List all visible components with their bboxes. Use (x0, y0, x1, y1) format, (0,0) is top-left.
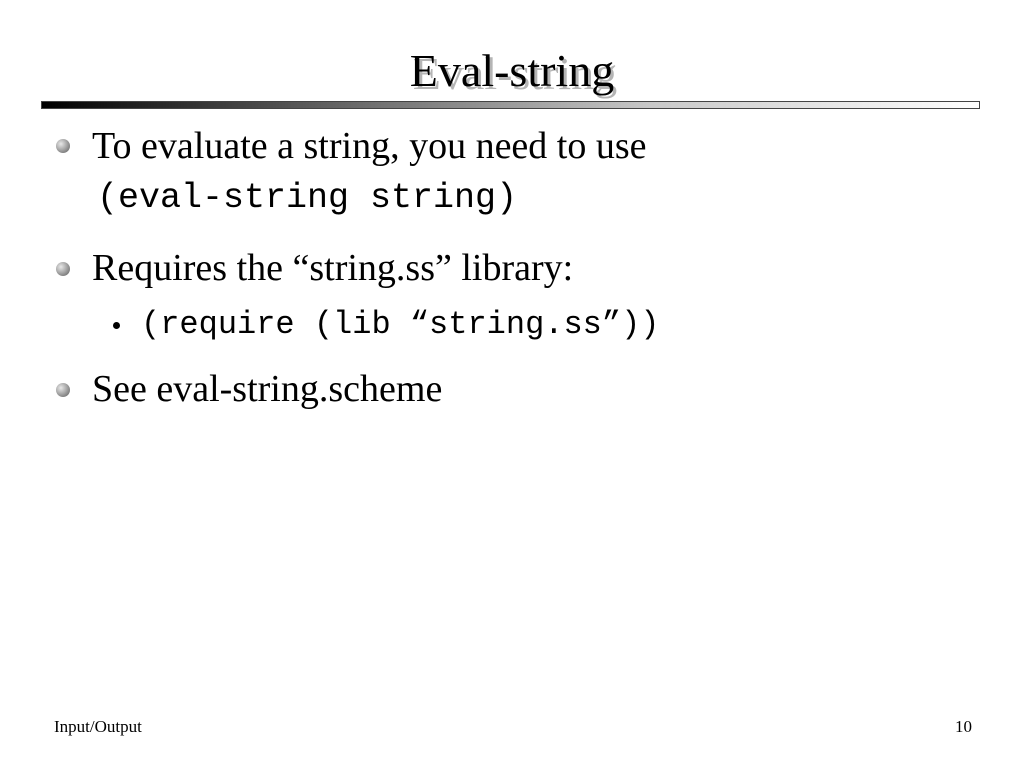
bullet-3-text: See eval-string.scheme (92, 368, 443, 410)
page-number: 10 (955, 717, 972, 736)
bullet-2-text: Requires the “string.ss” library: (92, 247, 574, 289)
sub-bullet-marker (113, 322, 120, 329)
bullet-marker (56, 139, 70, 153)
bullet-1-code: (eval-string string) (97, 178, 518, 218)
bullet-marker (56, 262, 70, 276)
slide-title: Eval-string (409, 45, 615, 96)
bullet-1-text: To evaluate a string, you need to use (92, 125, 647, 167)
bullet-marker (56, 383, 70, 397)
sub-bullet-code: (require (lib “string.ss”)) (141, 306, 660, 343)
footer-title: Input/Output (54, 717, 142, 736)
